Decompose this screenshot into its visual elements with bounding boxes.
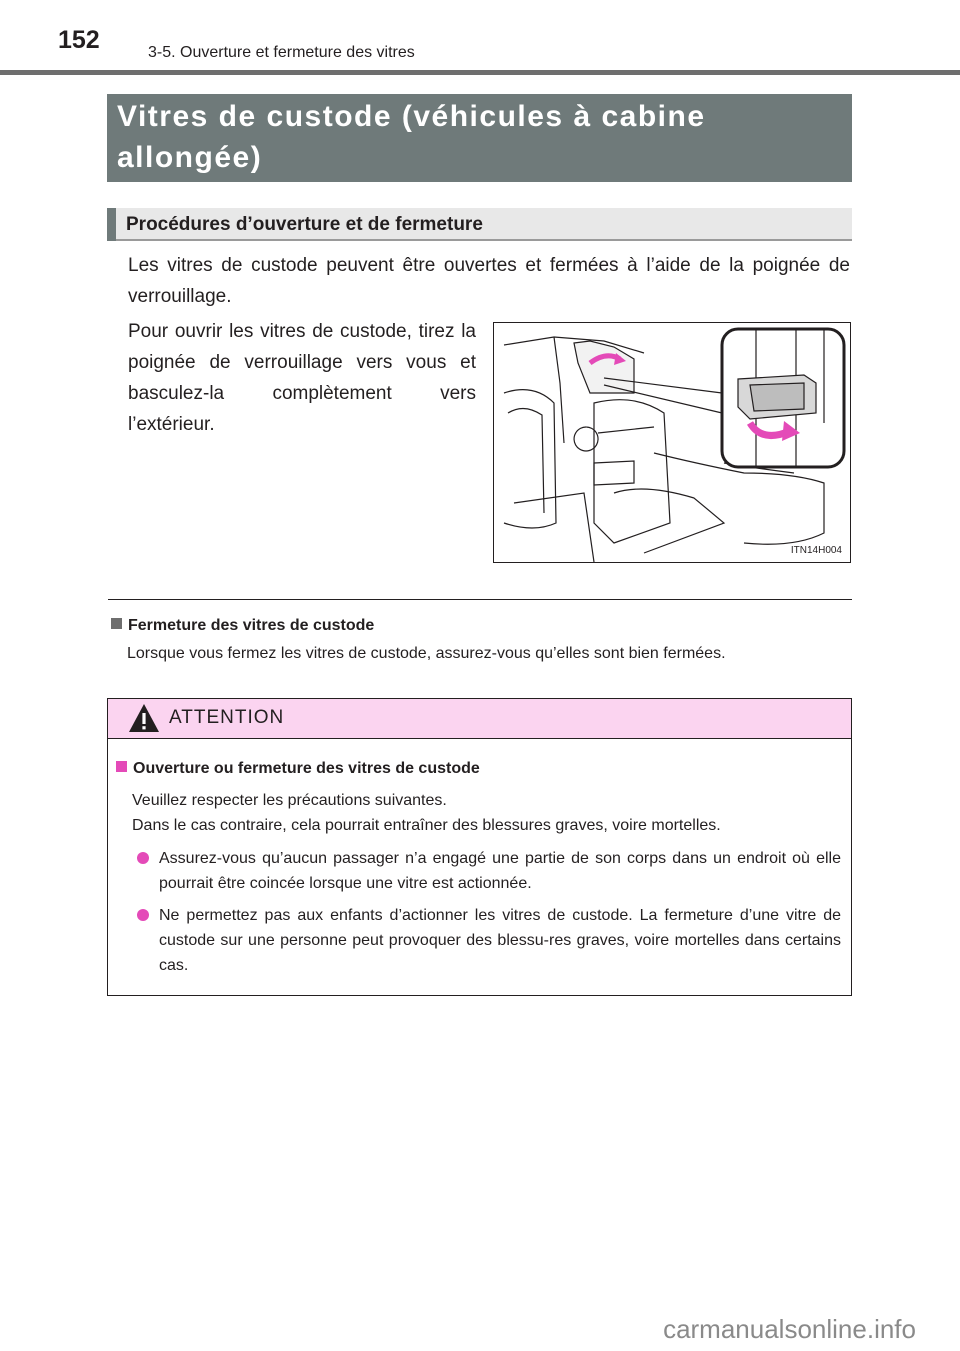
illustration-rear-window bbox=[493, 322, 851, 563]
section-title: 3-5. Ouverture et fermeture des vitres bbox=[148, 44, 415, 61]
warning-line-1: Veuillez respecter les précautions suivantes. bbox=[132, 792, 447, 809]
warning-bullet: Assurez-vous qu’aucun passager n’a engagé une partie de son corps dans un endroit où elle pourrait être coincée lorsque une vitre est actionnée. bbox=[159, 850, 841, 892]
warning-title bbox=[116, 760, 480, 778]
page-number: 152 bbox=[58, 26, 100, 54]
square-bullet-icon bbox=[116, 761, 127, 772]
round-bullet-icon bbox=[137, 852, 149, 864]
open-instruction: Pour ouvrir les vitres de custode, tirez la poignée de verrouillage vers vous et basculez-la complètement vers l’extérieur. bbox=[128, 321, 476, 435]
subheading-accent-bar bbox=[107, 208, 116, 241]
header-rule bbox=[0, 70, 960, 75]
subheading: Procédures d’ouverture et de fermeture bbox=[126, 214, 483, 235]
note-title bbox=[111, 617, 374, 635]
warning-triangle-icon bbox=[128, 702, 160, 734]
warning-title-text: Ouverture ou fermeture des vitres de custode bbox=[133, 760, 480, 777]
intro-paragraph: Les vitres de custode peuvent être ouvertes et fermées à l’aide de la poignée de verrouillage. bbox=[128, 255, 850, 307]
section-divider bbox=[108, 599, 852, 600]
rear-window-drawing bbox=[494, 323, 850, 562]
warning-line-2: Dans le cas contraire, cela pourrait entraîner des blessures graves, voire mortelles. bbox=[132, 817, 721, 834]
figure-code: ITN14H004 bbox=[790, 545, 842, 556]
warning-bullet: Ne permettez pas aux enfants d’actionner les vitres de custode. La fermeture d’une vitre de custode sur une personne peut provoquer des blessu-res graves, voire mortelles dans certains cas. bbox=[159, 907, 841, 974]
page-heading: Vitres de custode (véhicules à cabine allongée) bbox=[117, 100, 706, 174]
watermark: carmanualsonline.info bbox=[663, 1314, 916, 1344]
note-title-text: Fermeture des vitres de custode bbox=[128, 617, 375, 634]
round-bullet-icon bbox=[137, 909, 149, 921]
note-body: Lorsque vous fermez les vitres de custode, assurez-vous qu’elles sont bien fermées. bbox=[127, 645, 726, 662]
warning-label: ATTENTION bbox=[169, 707, 285, 728]
square-bullet-icon bbox=[111, 618, 122, 629]
